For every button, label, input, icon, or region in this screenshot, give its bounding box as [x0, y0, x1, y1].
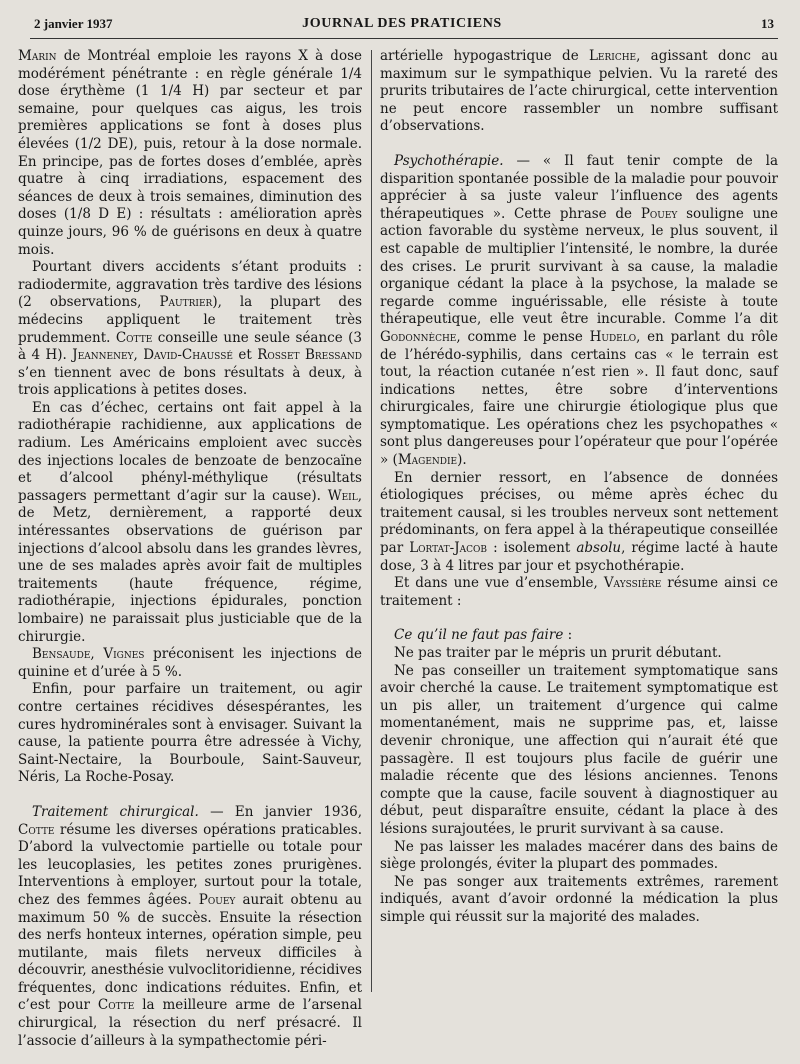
paragraph	[380, 575, 778, 610]
text-run: conseille une seule séance (3 à 4 H).	[18, 329, 362, 364]
paragraph	[380, 839, 778, 874]
text-run: résume ainsi ce traitement :	[380, 575, 778, 609]
author-name: Cotte	[115, 329, 153, 346]
text-run: préconisent les injections de quinine et d’urée à 5 %.	[18, 646, 362, 680]
italic-text: Ce qu’il ne faut pas faire	[394, 627, 564, 644]
section-gap	[380, 136, 778, 153]
author-name: Rosset Bressand	[257, 347, 362, 364]
text-run: :	[563, 627, 573, 644]
author-name: Pautrier	[159, 294, 213, 311]
author-name: Lortat-Jacob	[409, 540, 488, 557]
italic-text: Traitement chirurgical.	[32, 803, 199, 820]
author-name: Jeanneney, David-Chaussé	[72, 347, 233, 364]
text-run: souligne une action favorable du système nerveux, le plus souvent, il est capable de multiplier l’intensité, le nombre, la durée des crises. Le prurit survivant à sa cause, la maladie organique cédant la place à la psychose, la malade se regarde comme inguérissable, elle résiste à toute thérapeutique, elle veut être incurable. Comme l’a dit	[380, 205, 778, 328]
author-name: Magendie	[397, 452, 458, 469]
author-name: Marin	[18, 48, 57, 64]
paragraph	[18, 259, 362, 400]
right-column	[380, 48, 778, 998]
text-run: , agissant donc au maximum sur le sympathique pelvien. Vu la rareté des prurits tributaires de l’acte chirurgical, cette intervention ne peut encore rassembler un nombre suffisant d’observations.	[380, 48, 778, 135]
paragraph	[18, 646, 362, 681]
text-run: et	[232, 347, 258, 364]
author-name: Hudelo	[589, 328, 637, 345]
paragraph	[18, 48, 362, 259]
paragraph	[380, 874, 778, 927]
author-name: Godonnèche	[380, 328, 457, 345]
text-run: Et dans une vue d’ensemble,	[394, 575, 604, 592]
text-run: — En janvier 1936,	[198, 803, 362, 820]
text-run: — « Il faut tenir compte de la disparition spontanée possible de la maladie pour pouvoir apprécier à sa juste valeur l’influence des agents thérapeutiques ». Cette phrase de	[380, 152, 778, 222]
text-run: Ne pas songer aux traitements extrêmes, rarement indiqués, avant d’avoir ordonné la médication la plus simple qui réussit sur la majorité des malades.	[380, 873, 778, 925]
section-gap	[380, 610, 778, 627]
paragraph	[18, 804, 362, 1050]
italic-text: Psychothérapie.	[394, 152, 504, 169]
paragraph	[380, 153, 778, 470]
author-name: Cotte	[97, 997, 135, 1014]
text-run: Ne pas conseiller un traitement symptomatique sans avoir cherché la cause. Le traitement symptomatique est un pis aller, un traitement d’urgence qui calme momentanément, mais ne supprime pas, et, laisse devenir chronique, une affection qui n’aurait été que passagère. Il est toujours plus facile de guérir une maladie récente que des lésions anciennes. Tenons compte que la cause, facile souvent à diagnostiquer au début, peut disparaître ensuite, cédant la place à des lésions surajoutées, le prurit survivant à sa cause.	[380, 662, 778, 837]
text-run: ), la plupart des médecins appliquent le traitement très prudemment.	[18, 294, 362, 346]
text-run: , de Metz, dernièrement, a rapporté deux intéressantes observations de guérison par injections d’alcool absolu dans les grandes lèvres, une de ses malades après avoir fait de multiples traitements (haute fréquence, régime, radiothérapie, injections épidurales, ponction lombaire) ne paraissait plus justiciable que de la chirurgie.	[18, 487, 362, 645]
journal-title: JOURNAL DES PRATICIENS	[302, 16, 502, 31]
author-name: Bensaude, Vignes	[32, 646, 145, 663]
text-run: Pourtant divers accidents s’étant produits : radiodermite, aggravation très tardive des lésions (2 observations,	[18, 259, 362, 311]
text-run: aurait obtenu au maximum 50 % de succès. Ensuite la résection des nerfs honteux internes, opération simple, peu mutilante, mais filets nerveux difficiles à découvrir, anesthésie vulvoclitoridienne, récidives fréquentes, donc indications réduites. Enfin, et c’est pour	[18, 891, 362, 1014]
section-gap	[18, 787, 362, 804]
author-name: Weil	[327, 487, 358, 504]
page-number: 13	[761, 16, 774, 31]
text-run: En cas d’échec, certains ont fait appel à la radiothérapie rachidienne, aux applications de radium. Les Américains emploient avec succès des injections locales de benzoate de benzocaïne et d’alcool phényl-méthylique (résultats passagers permettant d’agir sur la cause).	[18, 399, 362, 504]
header-rule	[30, 38, 778, 39]
running-header	[28, 14, 776, 36]
text-run: Ne pas traiter par le mépris un prurit débutant.	[394, 645, 722, 661]
text-run: , en parlant du rôle de l’hérédo-syphilis, dans certains cas « le terrain est tout, la réaction cutanée n’est rien ». Il faut donc, sauf indications nettes, être sobre d’interventions chirurgicales, faire une chirurgie étiologique plus que symptomatique. Les opérations chez les psychopathes « sont plus dangereuses pour l’opérateur que pour l’opérée » (	[380, 328, 778, 469]
text-run: Ne pas laisser les malades macérer dans des bains de siège prolongés, éviter la plupart des pommades.	[380, 838, 778, 873]
text-run: de Montréal emploie les rayons X à dose modérément pénétrante : en règle générale 1/4 dose érythème (1 1/4 H) par secteur et par semaine, pour quelques cas aigus, les trois premières applications se font à doses plus élevées (1/2 DE), puis, retour à la dose normale. En principe, pas de fortes doses d’emblée, après quatre à cinq irradiations, espacement des séances de deux à trois semaines, diminution des doses (1/8 D E) : résultats : amélioration après quinze jours, 96 % de guérisons en deux à quatre mois.	[18, 48, 362, 258]
paragraph	[380, 627, 778, 645]
text-run: : isolement	[487, 540, 577, 557]
author-name: Leriche	[588, 48, 637, 64]
header-date: 2 janvier 1937	[34, 16, 113, 31]
paragraph	[380, 48, 778, 136]
text-run: Enfin, pour parfaire un traitement, ou agir contre certaines récidives désespérantes, les cures hydrominérales sont à envisager. Suivant la cause, la patiente pourra être adressée à Vichy, Saint-Nectaire, la Bourboule, Saint-Sauveur, Néris, La Roche-Posay.	[18, 681, 362, 786]
author-name: Vayssière	[603, 575, 662, 592]
column-divider	[371, 50, 372, 992]
text-run: résume les diverses opérations praticables. D’abord la vulvectomie partielle ou totale pour les leucoplasies, les petites zones prurigènes. Interventions à employer, surtout pour la totale, chez des femmes âgées.	[18, 821, 362, 908]
paragraph	[380, 663, 778, 839]
paragraph	[380, 470, 778, 576]
author-name: Cotte	[18, 821, 55, 838]
text-run: , comme le pense	[456, 328, 590, 345]
left-column	[18, 48, 362, 1049]
text-run: ).	[457, 452, 467, 469]
text-run: artérielle hypogastrique de	[380, 48, 589, 64]
text-run: , régime lacté à haute dose, 3 à 4 litres par jour et psychothérapie.	[380, 540, 779, 574]
text-run: la meilleure arme de l’arsenal chirurgical, la résection du nerf présacré. Il l’associe d’ailleurs à la sympathectomie péri-	[18, 997, 362, 1049]
italic-text: absolu	[576, 540, 622, 557]
text-run: En dernier ressort, en l’absence de données étiologiques précises, ou même après échec du traitement causal, si les troubles nerveux sont nettement prédominants, on fera appel à la thérapeutique conseillée par	[380, 469, 778, 557]
text-run: s’en tiennent avec de bons résultats à deux, à trois applications à petites doses.	[18, 364, 362, 399]
paragraph	[18, 681, 362, 787]
paragraph	[18, 400, 362, 646]
paragraph	[380, 645, 778, 663]
author-name: Pouey	[198, 891, 236, 908]
author-name: Pouey	[640, 205, 678, 222]
